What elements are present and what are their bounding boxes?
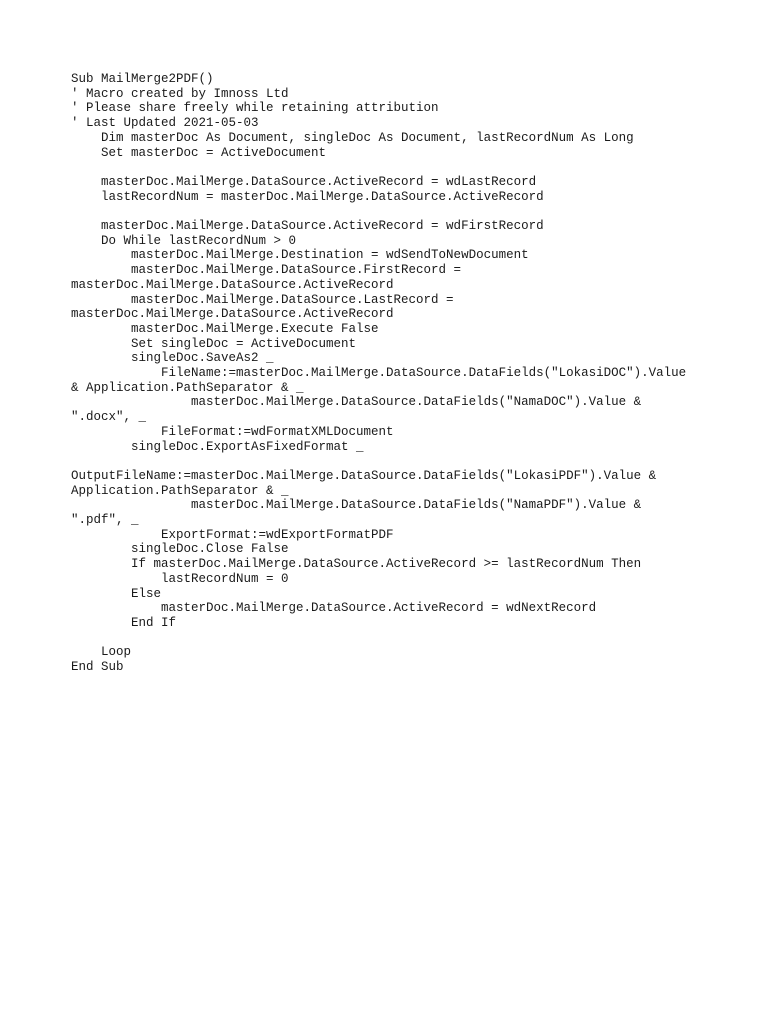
code-line: ' Last Updated 2021-05-03	[71, 116, 259, 131]
code-line: Else	[71, 586, 162, 601]
code-line: masterDoc.MailMerge.DataSource.ActiveRecord = wdNextRecord	[71, 601, 597, 616]
code-line	[71, 454, 711, 469]
code-line	[71, 204, 711, 219]
code-line: End Sub	[71, 660, 124, 675]
code-line: masterDoc.MailMerge.DataSource.LastRecord =	[71, 292, 454, 307]
code-line: singleDoc.ExportAsFixedFormat _	[71, 439, 364, 454]
code-line: Sub MailMerge2PDF()	[71, 72, 214, 86]
code-line: ".docx", _	[71, 410, 147, 425]
code-line: Set masterDoc = ActiveDocument	[71, 145, 327, 160]
code-line: masterDoc.MailMerge.Execute False	[71, 321, 379, 336]
code-line: Application.PathSeparator & _	[71, 483, 289, 498]
code-line: & Application.PathSeparator & _	[71, 380, 304, 395]
code-line: Dim masterDoc As Document, singleDoc As Document, lastRecordNum As Long	[71, 130, 634, 145]
code-line: Loop	[71, 645, 132, 660]
code-line: masterDoc.MailMerge.DataSource.DataFields("NamaDOC").Value &	[71, 395, 642, 410]
code-line	[71, 631, 711, 646]
code-block	[71, 72, 711, 675]
code-line: masterDoc.MailMerge.DataSource.ActiveRecord = wdFirstRecord	[71, 219, 544, 233]
code-line: masterDoc.MailMerge.Destination = wdSendToNewDocument	[71, 248, 529, 263]
code-line: ' Please share freely while retaining attribution	[71, 101, 439, 116]
code-line: End If	[71, 615, 177, 630]
code-line: lastRecordNum = 0	[71, 571, 289, 586]
code-line: singleDoc.Close False	[71, 542, 289, 557]
code-line	[71, 160, 711, 175]
code-line: masterDoc.MailMerge.DataSource.DataFields("NamaPDF").Value &	[71, 498, 642, 513]
code-line: Do While lastRecordNum > 0	[71, 233, 297, 248]
code-line: FileFormat:=wdFormatXMLDocument	[71, 424, 394, 439]
code-line: singleDoc.SaveAs2 _	[71, 351, 274, 366]
code-line: ' Macro created by Imnoss Ltd	[71, 86, 289, 101]
code-line: masterDoc.MailMerge.DataSource.ActiveRecord	[71, 277, 394, 292]
code-line: Set singleDoc = ActiveDocument	[71, 336, 357, 351]
code-line: ".pdf", _	[71, 513, 139, 528]
code-line: ExportFormat:=wdExportFormatPDF	[71, 527, 394, 542]
code-line: FileName:=masterDoc.MailMerge.DataSource.DataFields("LokasiDOC").Value	[71, 366, 687, 381]
code-line: OutputFileName:=masterDoc.MailMerge.DataSource.DataFields("LokasiPDF").Value &	[71, 468, 657, 483]
code-line: masterDoc.MailMerge.DataSource.ActiveRecord	[71, 307, 394, 322]
code-line: masterDoc.MailMerge.DataSource.FirstRecord =	[71, 263, 462, 278]
code-line: If masterDoc.MailMerge.DataSource.ActiveRecord >= lastRecordNum Then	[71, 557, 642, 572]
code-line: masterDoc.MailMerge.DataSource.ActiveRecord = wdLastRecord	[71, 174, 537, 189]
code-line: lastRecordNum = masterDoc.MailMerge.DataSource.ActiveRecord	[71, 189, 544, 204]
